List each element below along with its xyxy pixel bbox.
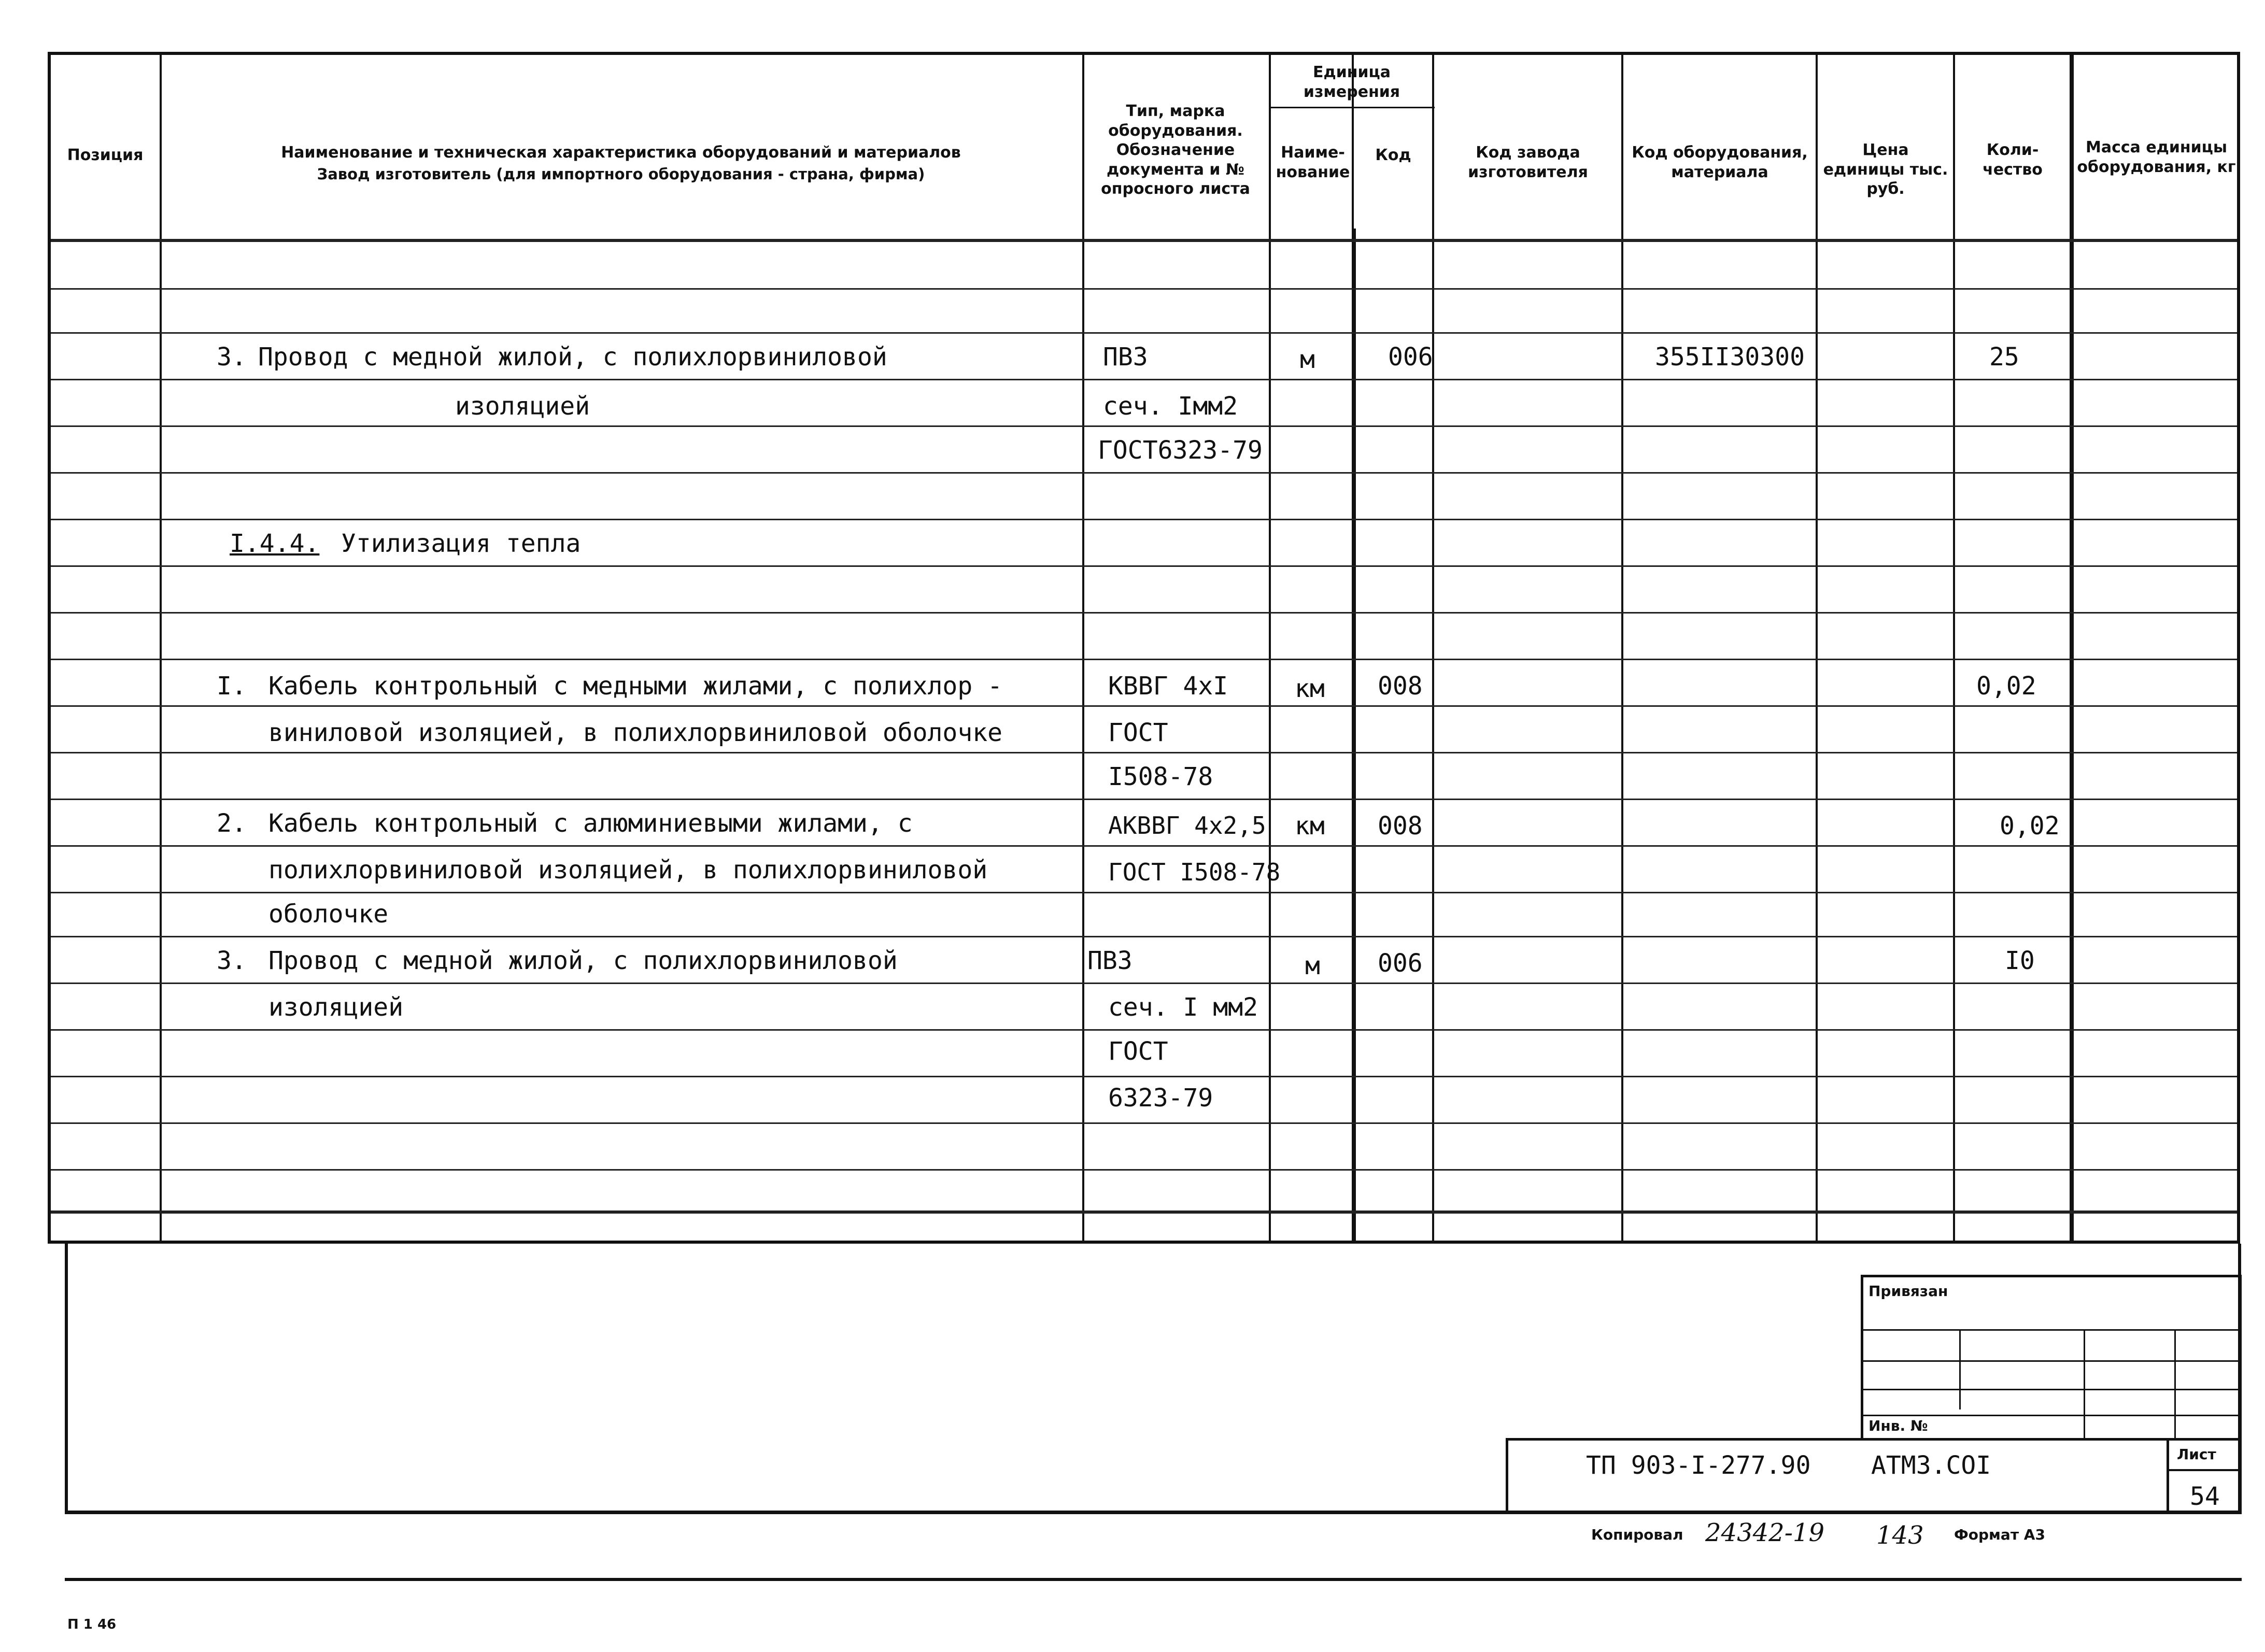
header-factory-code: Код завода изготовителя — [1468, 144, 1588, 181]
row-divider — [51, 379, 2237, 380]
header-divider — [51, 239, 2237, 242]
row1-number: 3. — [217, 343, 247, 372]
row2-type: КВВГ 4хI — [1108, 672, 1228, 701]
row1-type-section: сеч. Iмм2 — [1103, 392, 1238, 421]
row3-unit-code: 008 — [1378, 811, 1423, 841]
row2-unit-code: 008 — [1378, 672, 1423, 701]
tied-label: Привязан — [1868, 1283, 1948, 1300]
header-position: Позиция — [67, 146, 144, 164]
row-divider — [51, 612, 2237, 614]
row4-name-cont: изоляцией — [268, 993, 404, 1022]
col-divider — [1432, 55, 1434, 1241]
row1-type-standard: ГОСТ6323-79 — [1098, 436, 1263, 465]
row2-type-number: I508-78 — [1108, 762, 1213, 791]
row2-unit: км — [1295, 674, 1325, 703]
row-divider — [51, 332, 2237, 334]
section-number: I.4.4. — [230, 529, 320, 558]
header-unit-code: Код — [1375, 146, 1411, 164]
row1-equipment-code: 355II30300 — [1655, 343, 1805, 372]
col-divider — [160, 55, 162, 1241]
col-divider — [1269, 55, 1271, 1241]
row-divider — [51, 1122, 2237, 1124]
row1-unit-code: 006 — [1388, 343, 1433, 372]
row4-type: ПВЗ — [1087, 946, 1133, 975]
row-divider — [51, 936, 2237, 937]
row2-type-standard: ГОСТ — [1108, 718, 1168, 747]
row-divider — [51, 1169, 2237, 1171]
row1-name-cont: изоляцией — [455, 392, 590, 421]
col-divider — [1082, 55, 1084, 1241]
row-divider — [51, 565, 2237, 567]
row-divider — [51, 845, 2237, 847]
row1-quantity: 25 — [1989, 343, 2019, 372]
header-unit-group: Единица измерения — [1303, 63, 1400, 101]
copied-value-2: 143 — [1876, 1521, 1924, 1550]
row3-type-standard: ГОСТ I508-78 — [1108, 858, 1281, 886]
row2-number: I. — [217, 672, 247, 701]
format-label: Формат А3 — [1954, 1526, 2045, 1543]
unit-group-line — [1269, 107, 1435, 108]
row4-type-standard: ГОСТ — [1108, 1037, 1168, 1066]
row-divider — [51, 982, 2237, 984]
bottom-rule — [65, 1578, 2242, 1581]
frame-left-border — [65, 1244, 68, 1513]
col-divider — [2070, 55, 2074, 1241]
header-equipment-code: Код оборудования, материала — [1632, 144, 1808, 181]
corner-mark: П 1 46 — [67, 1617, 117, 1632]
tied-stamp-box — [1861, 1275, 2242, 1441]
sheet-number: 54 — [2190, 1482, 2220, 1511]
row-divider — [51, 1029, 2237, 1031]
row2-name: Кабель контрольный с медными жилами, с полихлор - — [268, 672, 1003, 701]
row3-type: АКВВГ 4х2,5 — [1108, 811, 1266, 839]
row4-name: Провод с медной жилой, с полихлорвиниловой — [268, 946, 898, 975]
col-divider — [1953, 55, 1955, 1241]
row3-name-cont: полихлорвиниловой изоляцией, в полихлорвиниловой — [268, 856, 988, 885]
row3-name: Кабель контрольный с алюминиевыми жилами, с — [268, 809, 913, 838]
header-quantity: Коли- чество — [1983, 141, 2043, 179]
row4-unit: м — [1305, 951, 1320, 980]
row-divider — [51, 472, 2237, 474]
row3-name-cont2: оболочке — [268, 900, 389, 929]
row3-unit: км — [1295, 811, 1325, 841]
row-divider — [51, 705, 2237, 707]
section-title: Утилизация тепла — [341, 529, 581, 558]
row4-number: 3. — [217, 946, 247, 975]
row2-name-cont: виниловой изоляцией, в полихлорвиниловой оболочке — [268, 718, 1003, 747]
row4-type-section: сеч. I мм2 — [1108, 993, 1258, 1022]
row-divider — [51, 288, 2237, 290]
row3-quantity: 0,02 — [2000, 811, 2060, 841]
row-divider — [51, 752, 2237, 753]
row4-quantity: I0 — [2005, 946, 2035, 975]
row1-unit: м — [1300, 345, 1315, 374]
row-divider — [51, 892, 2237, 893]
row-divider — [51, 519, 2237, 520]
header-mass: Масса единицы оборудования, кг — [2077, 138, 2236, 176]
inventory-label: Инв. № — [1868, 1417, 1928, 1434]
row1-type: ПВЗ — [1103, 343, 1148, 372]
header-name-line1: Наименование и техническая характеристика оборудований и материалов — [281, 144, 961, 162]
row2-quantity: 0,02 — [1976, 672, 2036, 701]
copied-label: Копировал — [1591, 1526, 1683, 1543]
document-number: ТП 903-I-277.90 — [1586, 1451, 1811, 1480]
header-price: Цена единицы тыс. руб. — [1823, 141, 1948, 198]
specification-table — [48, 52, 2240, 1244]
row-divider — [51, 425, 2237, 427]
copied-value: 24342-19 — [1705, 1518, 1824, 1547]
document-code: АТМЗ.СОI — [1871, 1451, 1991, 1480]
row-divider — [51, 799, 2237, 800]
sheet-label: Лист — [2177, 1446, 2216, 1463]
row-divider — [51, 1076, 2237, 1077]
row-divider — [51, 1210, 2237, 1214]
row4-unit-code: 006 — [1378, 949, 1423, 978]
header-unit-name: Наиме- нование — [1276, 144, 1350, 181]
col-divider — [1621, 55, 1623, 1241]
row1-name: Провод с медной жилой, с полихлорвиниловой — [258, 343, 887, 372]
col-divider — [1816, 55, 1818, 1241]
row4-type-number: 6323-79 — [1108, 1084, 1213, 1113]
header-type: Тип, марка оборудования. Обозначение документа и № опросного листа — [1101, 102, 1250, 198]
row-divider — [51, 659, 2237, 660]
row3-number: 2. — [217, 809, 247, 838]
header-name-line2: Завод изготовитель (для импортного оборудования - страна, фирма) — [317, 165, 925, 183]
